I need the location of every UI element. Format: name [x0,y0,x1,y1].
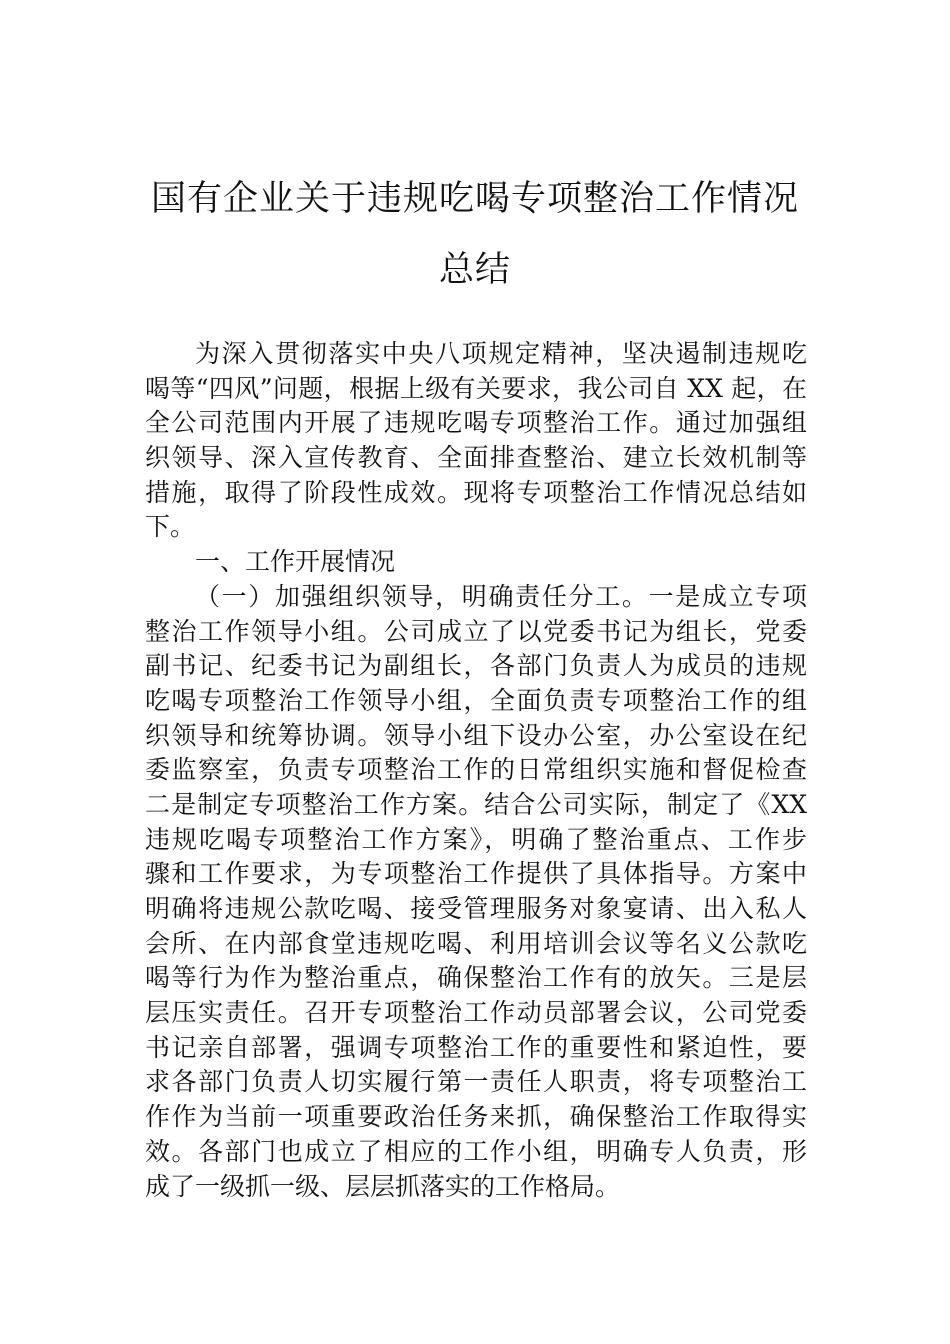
section1-line: 会所、在内部食堂违规吃喝、利用培训会议等名义公款吃 [145,928,807,958]
intro-paragraph [145,337,807,545]
section1-line: 喝等行为作为整治重点，确保整治工作有的放矢。三是层 [145,963,807,993]
section1-line: 二是制定专项整治工作方案。结合公司实际，制定了《XX [145,789,807,819]
intro-line: 为深入贯彻落实中央八项规定精神，坚决遏制违规吃 [195,339,807,368]
document-title-line-1: 国有企业关于违规吃喝专项整治工作情况 [150,179,799,219]
intro-line: 措施，取得了阶段性成效。现将专项整治工作情况总结如 [145,477,807,507]
intro-line: 全公司范围内开展了违规吃喝专项整治工作。通过加强组 [145,408,807,438]
section1-line: 成了一级抓一级、层层抓落实的工作格局。 [145,1171,621,1201]
section1-line: 违规吃喝专项整治工作方案》，明确了整治重点、工作步 [145,824,807,854]
section1-line: 效。各部门也成立了相应的工作小组，明确专人负责，形 [145,1136,807,1166]
section1-line: 明确将违规公款吃喝、接受管理服务对象宴请、出入私人 [145,894,807,923]
section1-line: 求各部门负责人切实履行第一责任人职责，将专项整治工 [145,1067,807,1097]
section1-line: 层压实责任。召开专项整治工作动员部署会议，公司党委 [145,998,807,1028]
section1-line: 吃喝专项整治工作领导小组，全面负责专项整治工作的组 [145,685,807,715]
intro-line: 下。 [145,512,196,542]
section1-line: 整治工作领导小组。公司成立了以党委书记为组长，党委 [145,616,807,646]
section1-line: 织领导和统筹协调。领导小组下设办公室，办公室设在纪 [145,720,807,750]
section1-line: 骤和工作要求，为专项整治工作提供了具体指导。方案中 [145,859,807,889]
section1-paragraph [145,580,807,1204]
section1-line: （一）加强组织领导，明确责任分工。一是成立专项 [195,581,807,611]
document-title-line-2: 总结 [438,250,511,290]
section1-line: 委监察室，负责专项整治工作的日常组织实施和督促检查 [145,755,807,785]
section-heading: 一、工作开展情况 [195,547,396,577]
section1-line: 作作为当前一项重要政治任务来抓，确保整治工作取得实 [145,1102,807,1132]
intro-line: 喝等“四风”问题，根据上级有关要求，我公司自 XX 起，在 [145,373,807,403]
section1-line: 副书记、纪委书记为副组长，各部门负责人为成员的违规 [145,651,807,681]
document-body [145,337,807,1204]
section1-line: 书记亲自部署，强调专项整治工作的重要性和紧迫性，要 [145,1032,807,1062]
intro-line: 织领导、深入宣传教育、全面排查整治、建立长效机制等 [145,443,807,473]
